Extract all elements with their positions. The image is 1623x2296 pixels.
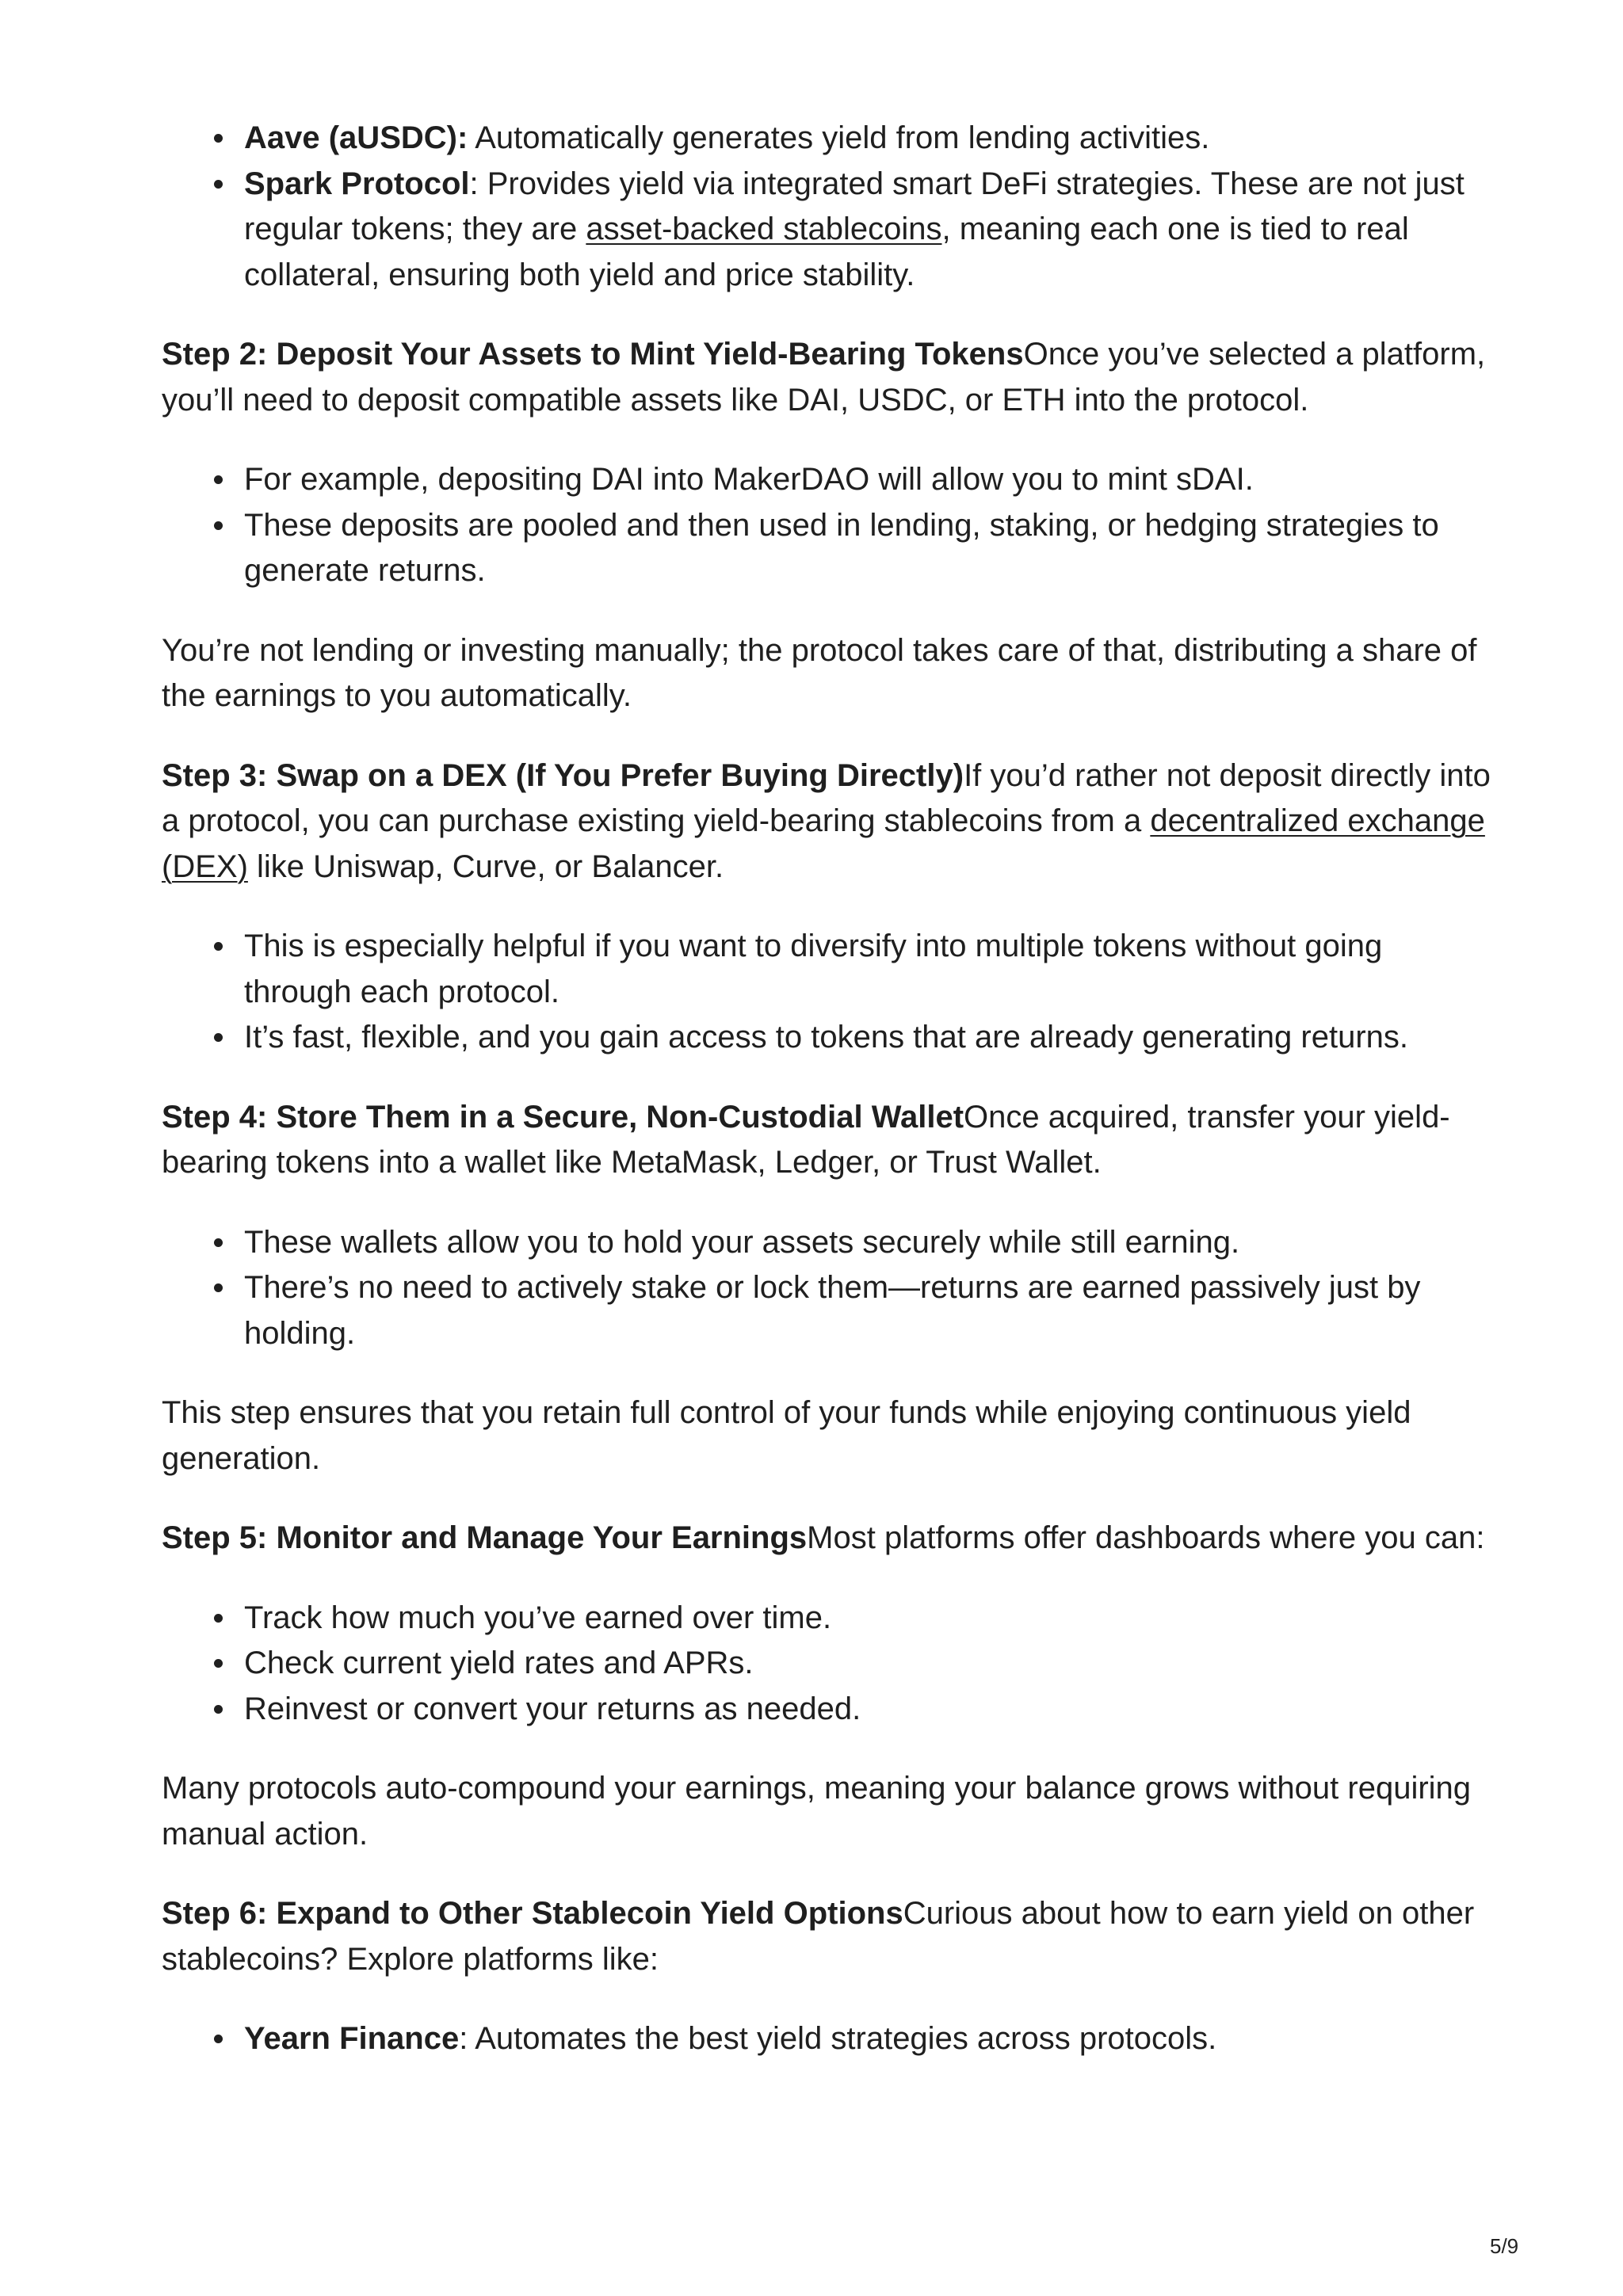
bullet-icon: [214, 1033, 223, 1042]
step-4-list: [162, 1220, 1493, 1357]
list-item-text: It’s fast, flexible, and you gain access to tokens that are already generating returns.: [244, 1020, 1409, 1055]
page-number: 5/9: [1490, 2234, 1519, 2258]
list-item-text: There’s no need to actively stake or lock them—returns are earned passively just by holding.: [244, 1270, 1421, 1351]
step-3-heading: Step 3: Swap on a DEX (If You Prefer Buying Directly): [162, 757, 964, 793]
bullet-icon: [214, 942, 223, 951]
step-3-paragraph: [162, 753, 1493, 891]
list-item-text: : Automates the best yield strategies across protocols.: [459, 2021, 1217, 2056]
list-item-term: Yearn Finance: [244, 2021, 460, 2056]
list-item: [244, 1015, 1493, 1061]
list-item: [244, 162, 1493, 299]
bullet-icon: [214, 475, 223, 484]
bullet-icon: [214, 180, 223, 189]
list-item-text: These wallets allow you to hold your assets securely while still earning.: [244, 1224, 1240, 1260]
step-2-text: Once you’ve selected a platform, you’ll need to deposit compatible assets like DAI, USDC, or ETH into the protocol.: [162, 337, 1486, 418]
list-item: [244, 2016, 1493, 2062]
list-item: [244, 503, 1493, 594]
step-6-heading: Step 6: Expand to Other Stablecoin Yield Options: [162, 1896, 903, 1931]
step-3-text-after-link: like Uniswap, Curve, or Balancer.: [247, 849, 724, 884]
step-6-text: Curious about how to earn yield on other stablecoins? Explore platforms like:: [162, 1896, 1475, 1977]
bullet-icon: [214, 2035, 223, 2043]
step-2-list: [162, 457, 1493, 594]
list-item: [244, 1220, 1493, 1266]
list-item-text: Automatically generates yield from lending activities.: [468, 120, 1210, 155]
list-item: [244, 924, 1493, 1015]
step-2-after-paragraph: You’re not lending or investing manually; the protocol takes care of that, distributing a share of the earnings to you automatically.: [162, 632, 1477, 713]
list-item-text: : Provides yield via integrated smart DeFi strategies. These are not just regular tokens; they are: [244, 166, 1465, 246]
list-item-text: This is especially helpful if you want to diversify into multiple tokens without going through each protocol.: [244, 929, 1383, 1009]
list-item: [244, 116, 1493, 162]
step-3-list: [162, 924, 1493, 1061]
list-item: [244, 457, 1493, 503]
step-2-heading: Step 2: Deposit Your Assets to Mint Yield-Bearing Tokens: [162, 337, 1024, 372]
asset-backed-stablecoins-link[interactable]: asset-backed stablecoins: [586, 212, 942, 246]
list-item: [244, 1641, 1493, 1687]
step-5-after-paragraph: Many protocols auto-compound your earnings, meaning your balance grows without requiring manual action.: [162, 1771, 1472, 1852]
bullet-icon: [214, 1238, 223, 1247]
list-item-text: These deposits are pooled and then used in lending, staking, or hedging strategies to generate returns.: [244, 507, 1439, 588]
list-item-term: Spark Protocol: [244, 166, 470, 201]
step-5-heading: Step 5: Monitor and Manage Your Earnings: [162, 1520, 808, 1555]
step-4-text: Once acquired, transfer your yield-bearing tokens into a wallet like MetaMask, Ledger, or Trust Wallet.: [162, 1099, 1450, 1180]
bullet-icon: [214, 1705, 223, 1714]
bullet-icon: [214, 521, 223, 530]
bullet-icon: [214, 1283, 223, 1292]
list-item-text: , meaning each one is tied to real collateral, ensuring both yield and price stability.: [244, 212, 1409, 292]
bullet-icon: [214, 1659, 223, 1668]
list-item: [244, 1687, 1493, 1733]
step-2-paragraph: [162, 332, 1493, 423]
step-6-paragraph: [162, 1891, 1493, 1982]
document-page: [162, 116, 1493, 2096]
step-4-after-paragraph: This step ensures that you retain full control of your funds while enjoying continuous yield generation.: [162, 1395, 1411, 1476]
list-item-text: For example, depositing DAI into MakerDAO will allow you to mint sDAI.: [244, 462, 1254, 497]
list-item-text: Reinvest or convert your returns as needed.: [244, 1691, 861, 1726]
list-item-text: Check current yield rates and APRs.: [244, 1646, 754, 1680]
bullet-icon: [214, 134, 223, 143]
step-4-paragraph: [162, 1095, 1493, 1186]
step-5-text: Most platforms offer dashboards where you can:: [807, 1520, 1485, 1555]
list-item: [244, 1596, 1493, 1642]
dex-link[interactable]: decentralized exchange (DEX): [162, 803, 1485, 884]
list-item-text: Track how much you’ve earned over time.: [244, 1600, 832, 1635]
step-5-paragraph: [162, 1516, 1493, 1562]
step-3-text: If you’d rather not deposit directly into a protocol, you can purchase existing yield-bearing stablecoins from a: [162, 757, 1491, 838]
step-6-list: [162, 2016, 1493, 2062]
step-4-heading: Step 4: Store Them in a Secure, Non-Custodial Wallet: [162, 1099, 964, 1135]
bullet-icon: [214, 1614, 223, 1623]
list-item-term: Aave (aUSDC):: [244, 120, 468, 155]
step-5-list: [162, 1596, 1493, 1733]
platform-list: [162, 116, 1493, 298]
list-item: [244, 1265, 1493, 1356]
